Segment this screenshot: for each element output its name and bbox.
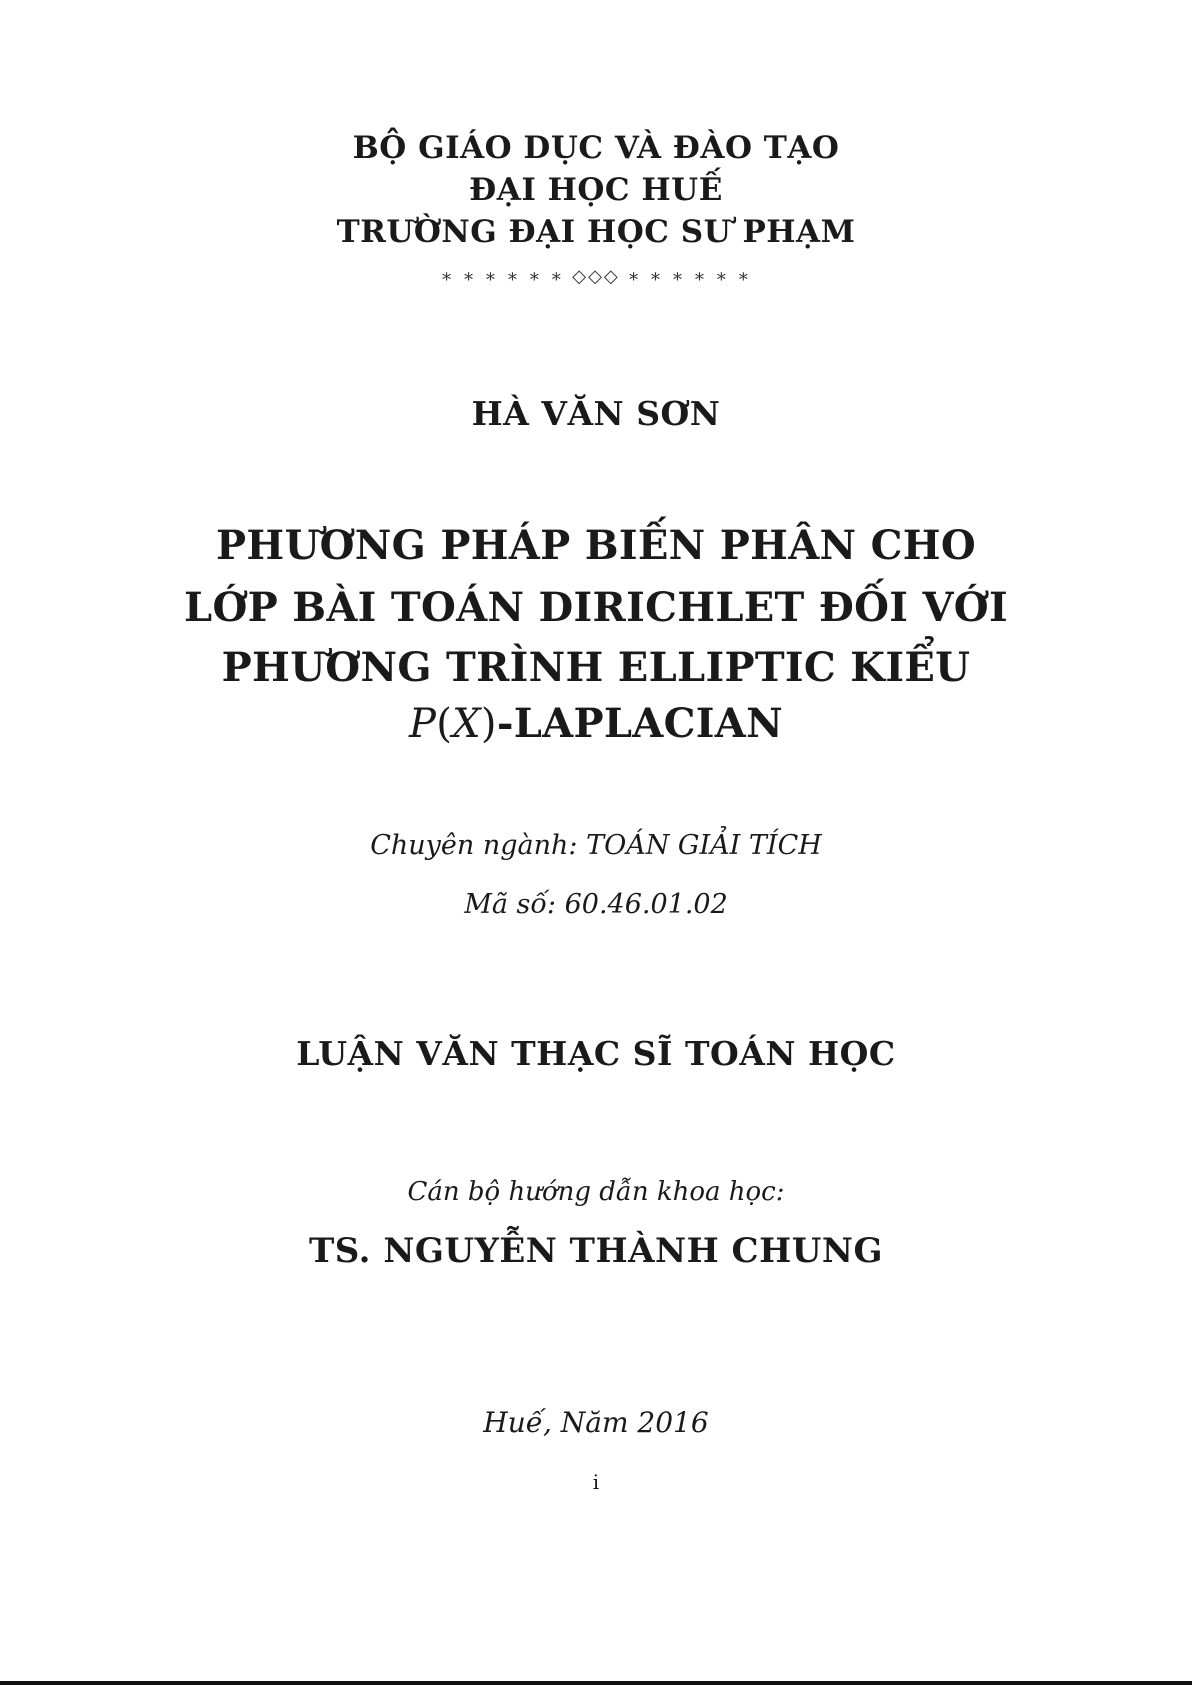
title-suffix: -LAPLACIAN <box>496 700 783 747</box>
school-name: TRƯỜNG ĐẠI HỌC SƯ PHẠM <box>336 214 856 250</box>
bottom-border <box>0 1681 1192 1685</box>
page-number: i <box>592 1470 600 1494</box>
university-name: ĐẠI HỌC HUẾ <box>469 172 723 208</box>
place-and-year: Huế, Năm 2016 <box>483 1406 709 1439</box>
degree-title: LUẬN VĂN THẠC SĨ TOÁN HỌC <box>296 1034 896 1073</box>
thesis-title-line-1: PHƯƠNG PHÁP BIẾN PHÂN CHO <box>215 522 977 569</box>
advisor-name: TS. NGUYỄN THÀNH CHUNG <box>309 1231 883 1271</box>
thesis-title-line-2: LỚP BÀI TOÁN DIRICHLET ĐỐI VỚI <box>184 584 1008 631</box>
author-name: HÀ VĂN SƠN <box>471 394 721 433</box>
ornament-divider: ∗ ∗ ∗ ∗ ∗ ∗ ◇◇◇ ∗ ∗ ∗ ∗ ∗ ∗ <box>440 266 752 287</box>
advisor-label: Cán bộ hướng dẫn khoa học: <box>407 1177 785 1207</box>
paren-close: ) <box>480 701 497 747</box>
specialty-code: Mã số: 60.46.01.02 <box>464 889 728 920</box>
thesis-title-line-4 <box>0 700 1192 747</box>
math-x: X <box>452 701 481 747</box>
math-p: P <box>409 701 437 747</box>
paren-open: ( <box>436 701 453 747</box>
specialty: Chuyên ngành: TOÁN GIẢI TÍCH <box>370 830 822 861</box>
ministry-name: BỘ GIÁO DỤC VÀ ĐÀO TẠO <box>352 130 840 166</box>
thesis-title-line-3: PHƯƠNG TRÌNH ELLIPTIC KIỂU <box>221 644 971 691</box>
